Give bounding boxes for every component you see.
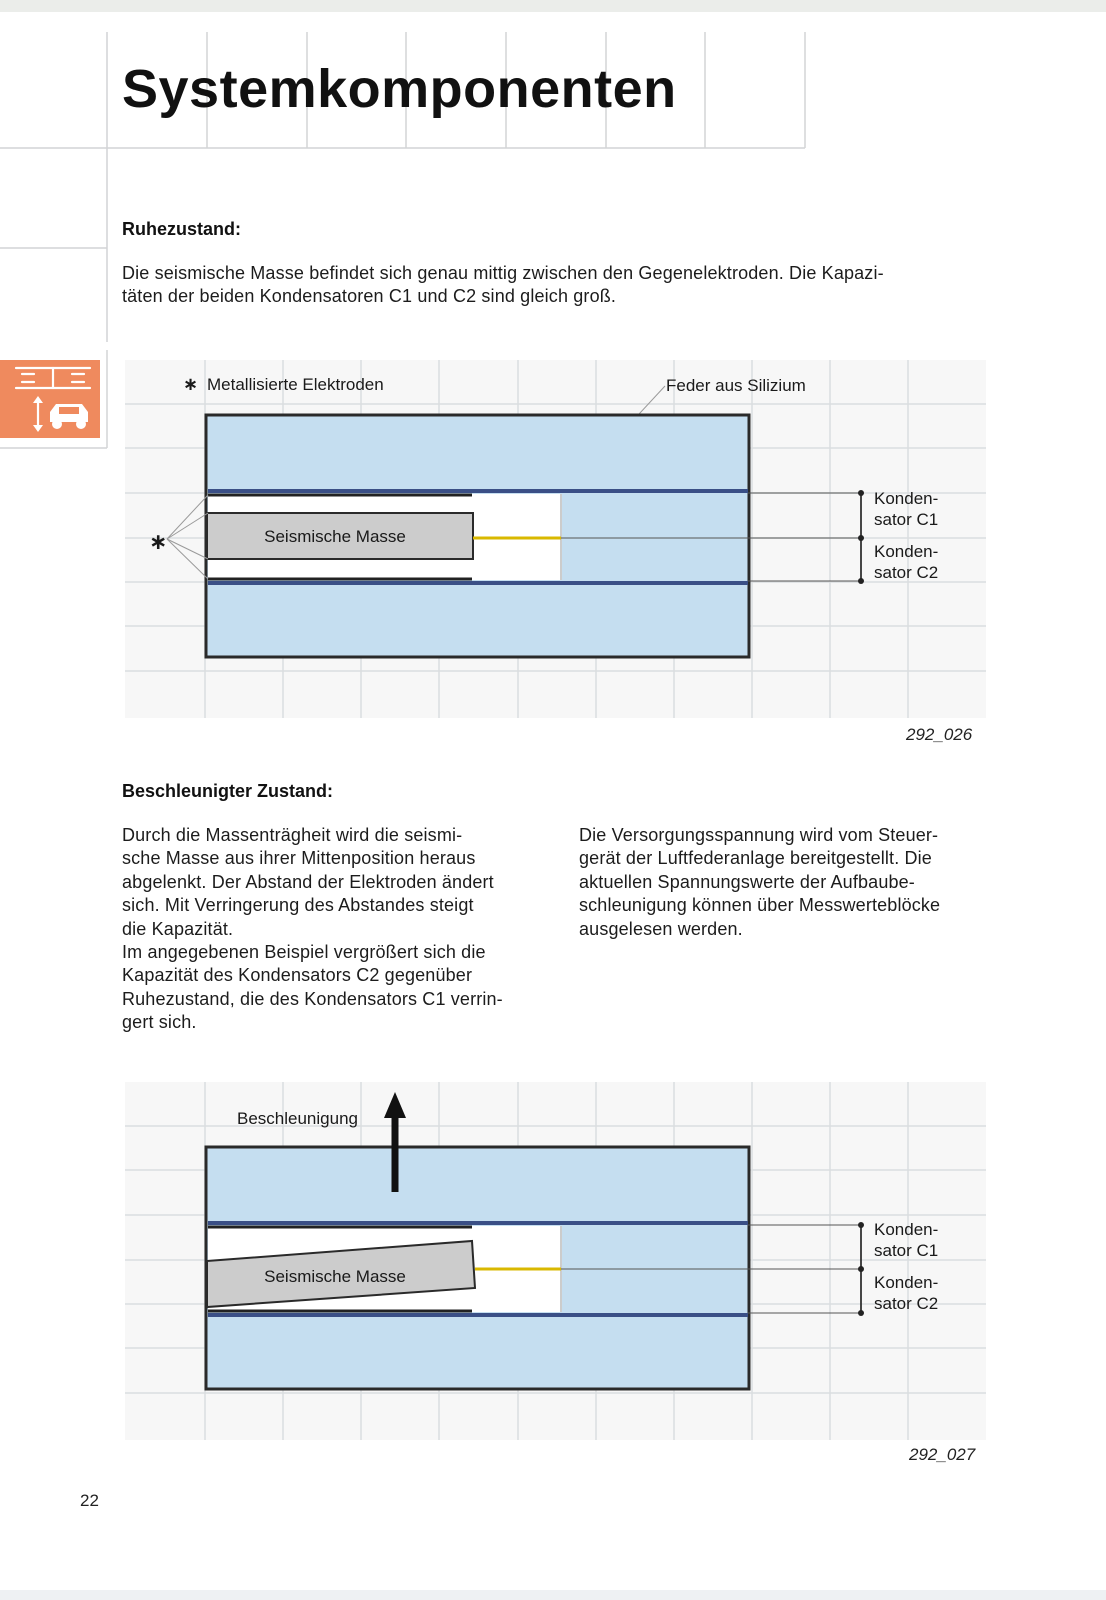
figure-caption-1: 292_026 bbox=[906, 725, 973, 744]
paragraph-line: ausgelesen werden. bbox=[579, 918, 743, 939]
accelerated-paragraph-right bbox=[579, 824, 1009, 941]
sensor-diagram-rest bbox=[120, 358, 1006, 730]
figure-caption-2: 292_027 bbox=[909, 1445, 976, 1464]
page-title: Systemkomponenten bbox=[122, 59, 677, 119]
paragraph-line: gert sich. bbox=[122, 1012, 197, 1033]
paragraph-line: Kapazität des Kondensators C2 gegenüber bbox=[122, 965, 473, 986]
capacitor-c1-label-line1: Konden- bbox=[874, 1220, 939, 1239]
section-heading-rest: Ruhezustand: bbox=[122, 219, 241, 239]
section-heading-accelerated: Beschleunigter Zustand: bbox=[122, 781, 334, 801]
electrodes-legend-label: Metallisierte Elektroden bbox=[207, 375, 384, 394]
capacitor-c2-label-line1: Konden- bbox=[874, 542, 939, 561]
capacitor-c1-label-line2: sator C1 bbox=[874, 510, 939, 529]
electrodes-star-marker: ∗ bbox=[149, 529, 168, 554]
legend-star: ∗ bbox=[183, 374, 199, 394]
paragraph-line: Durch die Massenträgheit wird die seismi- bbox=[122, 825, 463, 845]
rest-paragraph-line: täten der beiden Kondensatoren C1 und C2 sind gleich groß. bbox=[122, 286, 617, 307]
capacitor-c1-label-line1: Konden- bbox=[874, 489, 939, 508]
page-number: 22 bbox=[80, 1491, 99, 1510]
sensor-diagram-accelerated bbox=[120, 1080, 1006, 1452]
capacitor-c2-label-line1: Konden- bbox=[874, 1273, 939, 1292]
rest-paragraph bbox=[122, 262, 1002, 309]
capacitor-c1-label-line2: sator C1 bbox=[874, 1241, 939, 1260]
paragraph-line: schleunigung können über Messwerteblöcke bbox=[579, 895, 941, 916]
paragraph-line: aktuellen Spannungswerte der Aufbaube- bbox=[579, 871, 915, 892]
paragraph-line: Im angegebenen Beispiel vergrößert sich die bbox=[122, 942, 486, 963]
paragraph-line: Die Versorgungsspannung wird vom Steuer- bbox=[579, 825, 939, 845]
paragraph-line: sche Masse aus ihrer Mittenposition heraus bbox=[122, 848, 476, 869]
paragraph-line: die Kapazität. bbox=[122, 918, 234, 939]
air-suspension-car-icon[interactable] bbox=[0, 360, 100, 438]
paragraph-line: Ruhezustand, die des Kondensators C1 verrin- bbox=[122, 988, 503, 1009]
seismic-mass-label: Seismische Masse bbox=[264, 527, 406, 546]
accelerated-paragraph-left bbox=[122, 824, 552, 1035]
acceleration-label: Beschleunigung bbox=[237, 1109, 358, 1128]
bottom-band bbox=[0, 1590, 1106, 1600]
rest-paragraph-line: Die seismische Masse befindet sich genau mittig zwischen den Gegenelektroden. Die Kapazi- bbox=[122, 263, 884, 283]
paragraph-line: gerät der Luftfederanlage bereitgestellt. Die bbox=[579, 848, 932, 869]
spring-label: Feder aus Silizium bbox=[666, 376, 806, 395]
capacitor-c2-label-line2: sator C2 bbox=[874, 563, 939, 582]
paragraph-line: sich. Mit Verringerung des Abstandes steigt bbox=[122, 895, 474, 916]
capacitor-c2-label-line2: sator C2 bbox=[874, 1294, 939, 1313]
paragraph-line: abgelenkt. Der Abstand der Elektroden ändert bbox=[122, 871, 494, 892]
seismic-mass-label: Seismische Masse bbox=[264, 1267, 406, 1286]
